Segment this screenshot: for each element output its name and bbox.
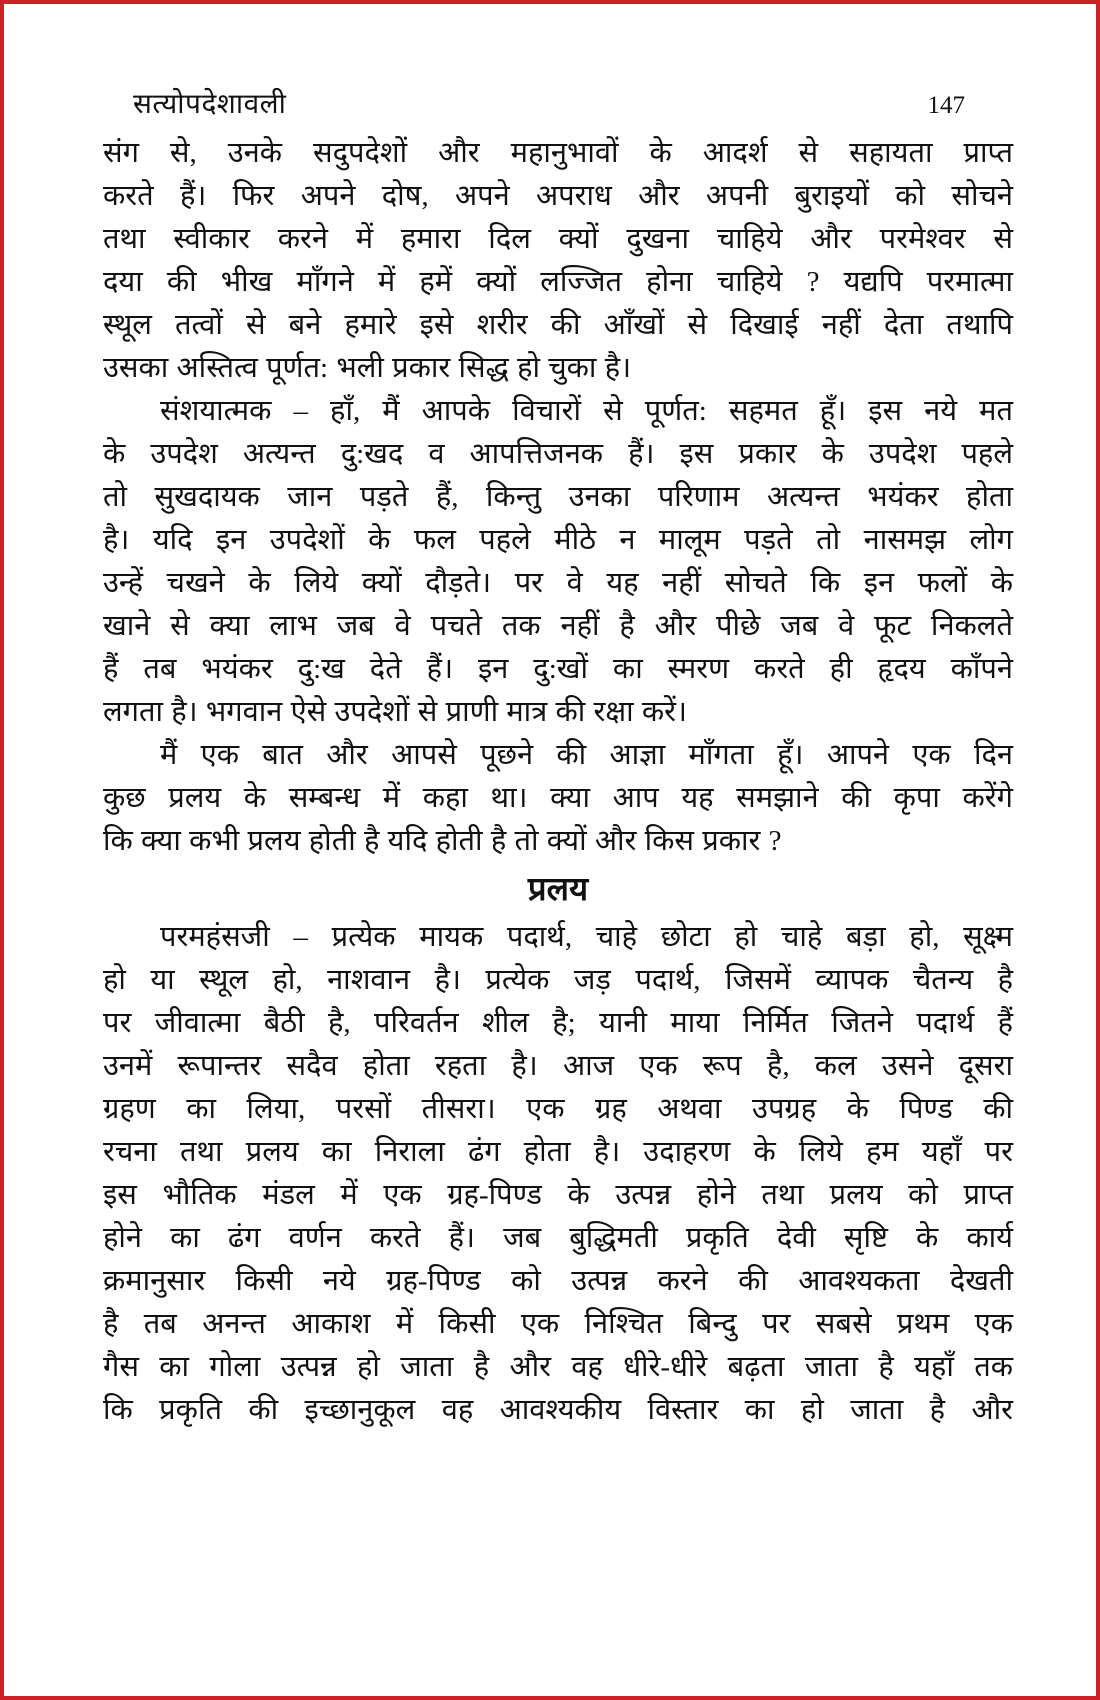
text-line: संग से, उनके सदुपदेशों और महानुभावों के आदर्श से सहायता प्राप्त [103,137,1013,169]
text-line: खाने से क्या लाभ जब वे पचते तक नहीं है और पीछे जब वे फूट निकलते [103,610,1013,642]
text-line: संशयात्मक – हाँ, मैं आपके विचारों से पूर्णत: सहमत हूँ। इस नये मत [160,395,1013,427]
section-heading: प्रलय [527,872,589,908]
text-line: हैं तब भयंकर दु:ख देते हैं। इन दु:खों का स्मरण करते ही हृदय काँपने [103,653,1013,685]
text-line: उनमें रूपान्तर सदैव होता रहता है। आज एक रूप है, कल उसने दूसरा [103,1050,1013,1082]
text-line: मैं एक बात और आपसे पूछने की आज्ञा माँगता हूँ। आपने एक दिन [160,739,1013,771]
paragraph [103,916,1013,1432]
text-line: है। यदि इन उपदेशों के फल पहले मीठे न मालूम पड़ते तो नासमझ लोग [103,524,1013,556]
paragraph [103,734,1013,863]
text-line: क्रमानुसार किसी नये ग्रह-पिण्ड को उत्पन्न करने की आवश्यकता देखती [103,1265,1013,1297]
text-line: इस भौतिक मंडल में एक ग्रह-पिण्ड के उत्पन्न होने तथा प्रलय को प्राप्त [103,1179,1013,1211]
text-line: उन्हें चखने के लिये क्यों दौड़ते। पर वे यह नहीं सोचते कि इन फलों के [103,567,1013,599]
text-line: कि प्रकृति की इच्छानुकूल वह आवश्यकीय विस्तार का हो जाता है और [103,1394,1013,1426]
text-line: होने का ढंग वर्णन करते हैं। जब बुद्धिमती प्रकृति देवी सृष्टि के कार्य [103,1222,1013,1254]
text-line: हो या स्थूल हो, नाशवान है। प्रत्येक जड़ पदार्थ, जिसमें व्यापक चैतन्य है [103,964,1013,996]
text-line: दया की भीख माँगने में हमें क्यों लज्जित होना चाहिये ? यद्यपि परमात्मा [103,266,1013,298]
text-line: परमहंसजी – प्रत्येक मायक पदार्थ, चाहे छोटा हो चाहे बड़ा हो, सूक्ष्म [160,921,1013,953]
paragraph [103,132,1013,390]
text-line: ग्रहण का लिया, परसों तीसरा। एक ग्रह अथवा उपग्रह के पिण्ड की [103,1093,1013,1125]
text-line: करते हैं। फिर अपने दोष, अपने अपराध और अपनी बुराइयों को सोचने [103,180,1013,212]
text-line: तथा स्वीकार करने में हमारा दिल क्यों दुखना चाहिये और परमेश्वर से [103,223,1013,255]
text-line: तो सुखदायक जान पड़ते हैं, किन्तु उनका परिणाम अत्यन्त भयंकर होता [103,481,1013,513]
text-line: गैस का गोला उत्पन्न हो जाता है और वह धीरे-धीरे बढ़ता जाता है यहाँ तक [103,1351,1013,1383]
running-title: सत्योपदेशावली [133,89,287,120]
text-line: रचना तथा प्रलय का निराला ढंग होता है। उदाहरण के लिये हम यहाँ पर [103,1136,1013,1168]
text-line: पर जीवात्मा बैठी है, परिवर्तन शील है; यानी माया निर्मित जितने पदार्थ हैं [103,1007,1013,1039]
paragraph [103,390,1013,734]
text-line: कि क्या कभी प्रलय होती है यदि होती है तो क्यों और किस प्रकार ? [103,825,782,857]
text-line: स्थूल तत्वों से बने हमारे इसे शरीर की आँखों से दिखाई नहीं देता तथापि [103,309,1013,341]
text-line: लगता है। भगवान ऐसे उपदेशों से प्राणी मात्र की रक्षा करें। [103,696,688,728]
text-line: है तब अनन्त आकाश में किसी एक निश्चित बिन्दु पर सबसे प्रथम एक [103,1308,1013,1340]
page-body [103,132,1013,1432]
text-line: उसका अस्तित्व पूर्णत: भली प्रकार सिद्ध हो चुका है। [103,352,632,384]
page-header [103,84,1013,122]
page-number: 147 [927,92,965,119]
text-line: के उपदेश अत्यन्त दु:खद व आपत्तिजनक हैं। इस प्रकार के उपदेश पहले [103,438,1013,470]
text-line: कुछ प्रलय के सम्बन्ध में कहा था। क्या आप यह समझाने की कृपा करेंगे [103,782,1013,814]
